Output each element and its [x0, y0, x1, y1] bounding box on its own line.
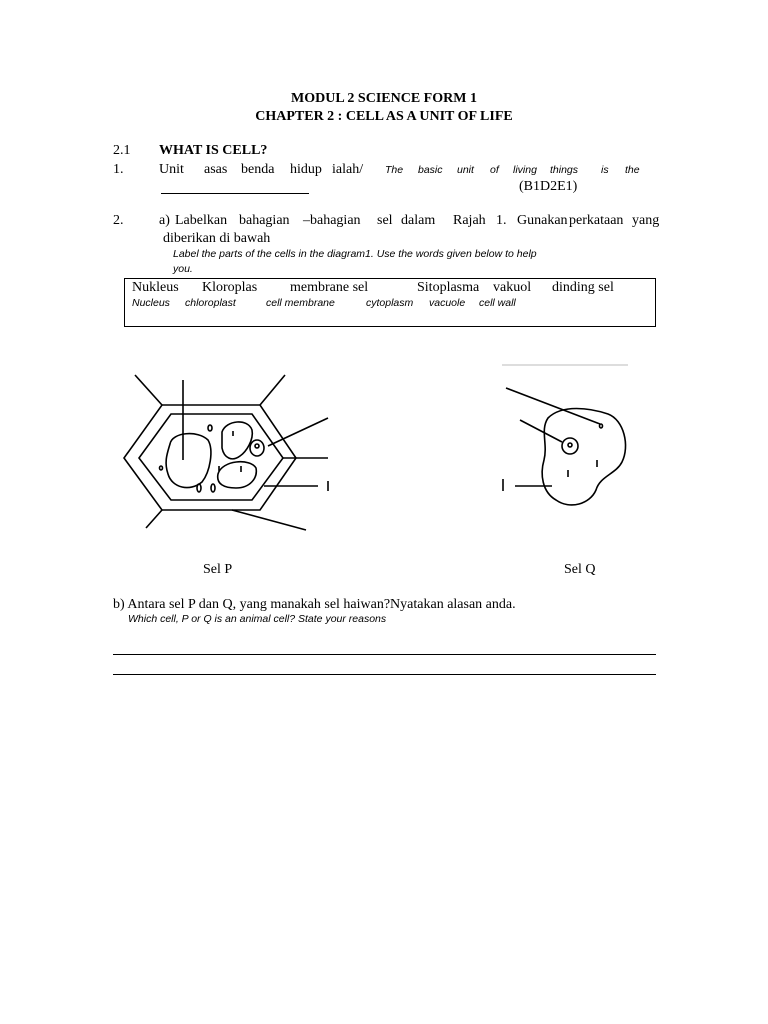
- q2b-answer-line-2[interactable]: [113, 674, 656, 675]
- q2-number: 2.: [113, 213, 124, 228]
- word-bank-malay: dinding sel: [552, 280, 614, 295]
- word-bank-malay: Nukleus: [132, 280, 179, 295]
- word-bank-english: cytoplasm: [366, 297, 414, 309]
- word-bank-malay: Sitoplasma: [417, 280, 480, 295]
- section-number: 2.1: [113, 143, 131, 158]
- q2a-malay-line2: diberikan di bawah: [163, 231, 271, 246]
- q1-malay-word: Unit: [159, 162, 184, 177]
- q1-english-word: is: [601, 164, 609, 176]
- word-bank-malay: Kloroplas: [202, 280, 258, 295]
- q1-malay-word: asas: [204, 162, 228, 177]
- q2a-malay-word: 1.: [496, 213, 507, 228]
- q1-english-word: the: [625, 164, 640, 176]
- word-bank-english: chloroplast: [185, 297, 236, 309]
- cell-p-label: Sel P: [203, 562, 233, 577]
- q1-number: 1.: [113, 162, 124, 177]
- q1-english-word: living: [513, 164, 537, 176]
- q2a-english-line1: Label the parts of the cells in the diagram1. Use the words given below to help: [173, 248, 537, 260]
- q2a-malay-word: Rajah: [453, 213, 486, 228]
- q2a-malay-word: dalam: [401, 213, 436, 228]
- module-title: MODUL 2 SCIENCE FORM 1: [291, 91, 477, 106]
- word-bank-malay: membrane sel: [290, 280, 369, 295]
- q2a-malay-word: perkataan: [569, 213, 624, 228]
- q2a-malay-word: Labelkan: [175, 213, 228, 228]
- word-bank-malay: vakuol: [493, 280, 532, 295]
- q1-malay-word: ialah/: [332, 162, 364, 177]
- q2a-malay-word: Gunakan: [517, 213, 568, 228]
- q2a-malay-word: sel: [377, 213, 393, 228]
- chapter-title: CHAPTER 2 : CELL AS A UNIT OF LIFE: [255, 109, 513, 124]
- q2a-english-line2: you.: [173, 263, 193, 275]
- word-bank-english: vacuole: [429, 297, 466, 309]
- q2a-malay-word: –bahagian: [303, 213, 361, 228]
- animal-cell-nucleus: [562, 438, 578, 454]
- q1-english-word: things: [550, 164, 579, 176]
- q1-english-word: of: [490, 164, 499, 176]
- q2a-malay-word: yang: [632, 213, 660, 228]
- q2a-malay-word: a): [159, 213, 170, 228]
- q1-code: (B1D2E1): [519, 179, 578, 194]
- q1-malay-word: hidup: [290, 162, 322, 177]
- word-bank-english: cell membrane: [266, 297, 335, 309]
- q2b-malay: b) Antara sel P dan Q, yang manakah sel haiwan?Nyatakan alasan anda.: [113, 597, 516, 612]
- cell-q-label: Sel Q: [564, 562, 596, 577]
- q1-english-word: unit: [457, 164, 474, 176]
- q2b-answer-line-1[interactable]: [113, 654, 656, 655]
- q1-malay-word: benda: [241, 162, 275, 177]
- q2a-malay-word: bahagian: [239, 213, 290, 228]
- animal-cell-membrane: [542, 409, 625, 505]
- q1-english-word: The: [385, 164, 404, 176]
- q2b-english: Which cell, P or Q is an animal cell? State your reasons: [128, 613, 387, 625]
- section-title: WHAT IS CELL?: [159, 143, 268, 158]
- word-bank-english: cell wall: [479, 297, 516, 309]
- q1-english-word: basic: [418, 164, 443, 176]
- word-bank-english: Nucleus: [132, 297, 170, 309]
